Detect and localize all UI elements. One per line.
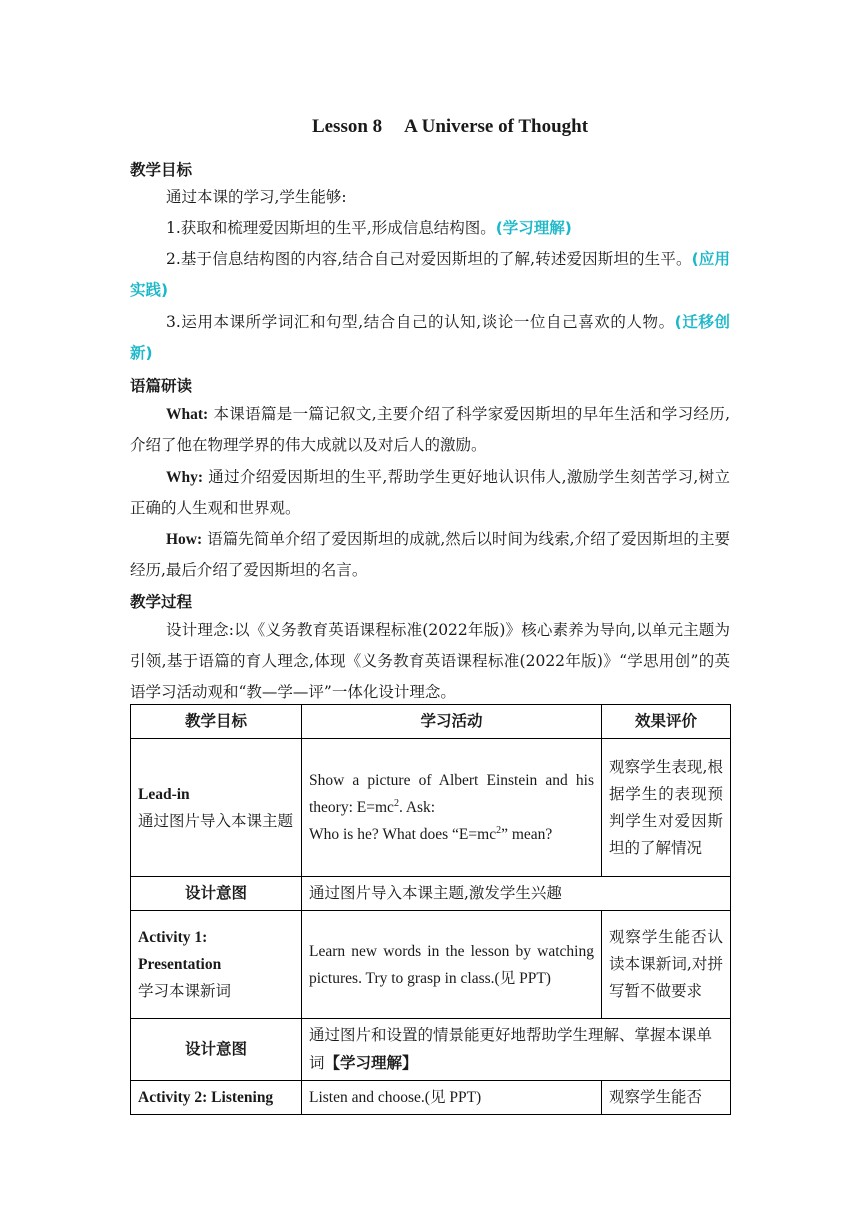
table-row xyxy=(131,877,731,911)
header-evaluation: 效果评价 xyxy=(602,705,731,739)
activity2-activity-cell: Listen and choose.(见 PPT) xyxy=(302,1081,602,1115)
lesson-table xyxy=(130,704,731,1115)
activity2-title: Activity 2: Listening xyxy=(131,1081,302,1115)
intent-text-1: 通过图片导入本课主题,激发学生兴趣 xyxy=(302,877,731,911)
header-goal: 教学目标 xyxy=(131,705,302,739)
intent-tag-2: 【学习理解】 xyxy=(324,1053,418,1072)
goal-tag-3: (迁移创新) xyxy=(130,313,730,362)
activity1-activity-cell: Learn new words in the lesson by watching pictures. Try to grasp in class.(见 PPT) xyxy=(302,911,602,1019)
table-row xyxy=(131,739,731,877)
lesson-number: Lesson 8 xyxy=(311,116,383,137)
reading-what: What: 本课语篇是一篇记叙文,主要介绍了科学家爱因斯坦的早年生活和学习经历,介绍了他在物理学界的伟大成就以及对后人的激励。 xyxy=(130,405,731,454)
goal-tag-2: (应用实践) xyxy=(130,250,730,299)
table-row xyxy=(131,1081,731,1115)
what-label: What: xyxy=(166,406,209,423)
goals-heading: 教学目标 xyxy=(130,161,193,179)
leadin-eval-cell: 观察学生表现,根据学生的表现预判学生对爱因斯坦的了解情况 xyxy=(602,739,731,877)
process-concept: 设计理念:以《义务教育英语课程标准(2022年版)》核心素养为导向,以单元主题为引领,基于语篇的育人理念,体现《义务教育英语课程标准(2022年版)》“学思用创”的英语学习活动观和“教—学—评”一体化设计理念。 xyxy=(130,621,730,701)
intent-label-2: 设计意图 xyxy=(131,1019,302,1081)
leadin-title: Lead-in xyxy=(138,785,190,803)
activity1-goal-cell xyxy=(131,911,302,1019)
intent-label-1: 设计意图 xyxy=(131,877,302,911)
lesson-name: A Universe of Thought xyxy=(404,116,589,137)
goals-intro: 通过本课的学习,学生能够: xyxy=(166,188,347,206)
reading-how: How: 语篇先简单介绍了爱因斯坦的成就,然后以时间为线索,介绍了爱因斯坦的主要经历,最后介绍了爱因斯坦的名言。 xyxy=(130,530,731,579)
reading-why: Why: 通过介绍爱因斯坦的生平,帮助学生更好地认识伟人,激励学生刻苦学习,树立正确的人生观和世界观。 xyxy=(130,468,730,517)
leadin-goal: 通过图片导入本课主题 xyxy=(138,811,294,830)
why-label: Why: xyxy=(166,469,204,486)
table-row xyxy=(131,1019,731,1081)
activity1-goal: 学习本课新词 xyxy=(138,982,232,1000)
table-header-row xyxy=(131,705,731,739)
goal-item-3: 3.运用本课所学词汇和句型,结合自己的认知,谈论一位自己喜欢的人物。(迁移创新) xyxy=(130,313,730,362)
process-heading: 教学过程 xyxy=(130,593,193,611)
activity1-title: Activity 1: xyxy=(138,929,208,946)
leadin-activity-cell: Show a picture of Albert Einstein and his theory: $E=mc^2$. Ask: Who is he? What does “$E=mc^2$” mean? xyxy=(302,739,602,877)
lesson-title xyxy=(0,116,860,138)
goal-item-1: 1.获取和梳理爱因斯坦的生平,形成信息结构图。(学习理解) xyxy=(166,219,572,237)
activity1-eval-cell: 观察学生能否认读本课新词,对拼写暂不做要求 xyxy=(602,911,731,1019)
header-activity: 学习活动 xyxy=(302,705,602,739)
goal-item-2: 2.基于信息结构图的内容,结合自己对爱因斯坦的了解,转述爱因斯坦的生平。(应用实践) xyxy=(130,250,730,299)
leadin-goal-cell xyxy=(131,739,302,877)
how-label: How: xyxy=(166,531,203,548)
table-row xyxy=(131,911,731,1019)
activity1-subtitle: Presentation xyxy=(138,956,222,973)
reading-heading: 语篇研读 xyxy=(130,377,193,395)
activity2-eval-cell: 观察学生能否 xyxy=(602,1081,731,1115)
goal-tag-1: (学习理解) xyxy=(495,219,572,237)
intent-text-2: 通过图片和设置的情景能更好地帮助学生理解、掌握本课单词【学习理解】 xyxy=(302,1019,731,1081)
